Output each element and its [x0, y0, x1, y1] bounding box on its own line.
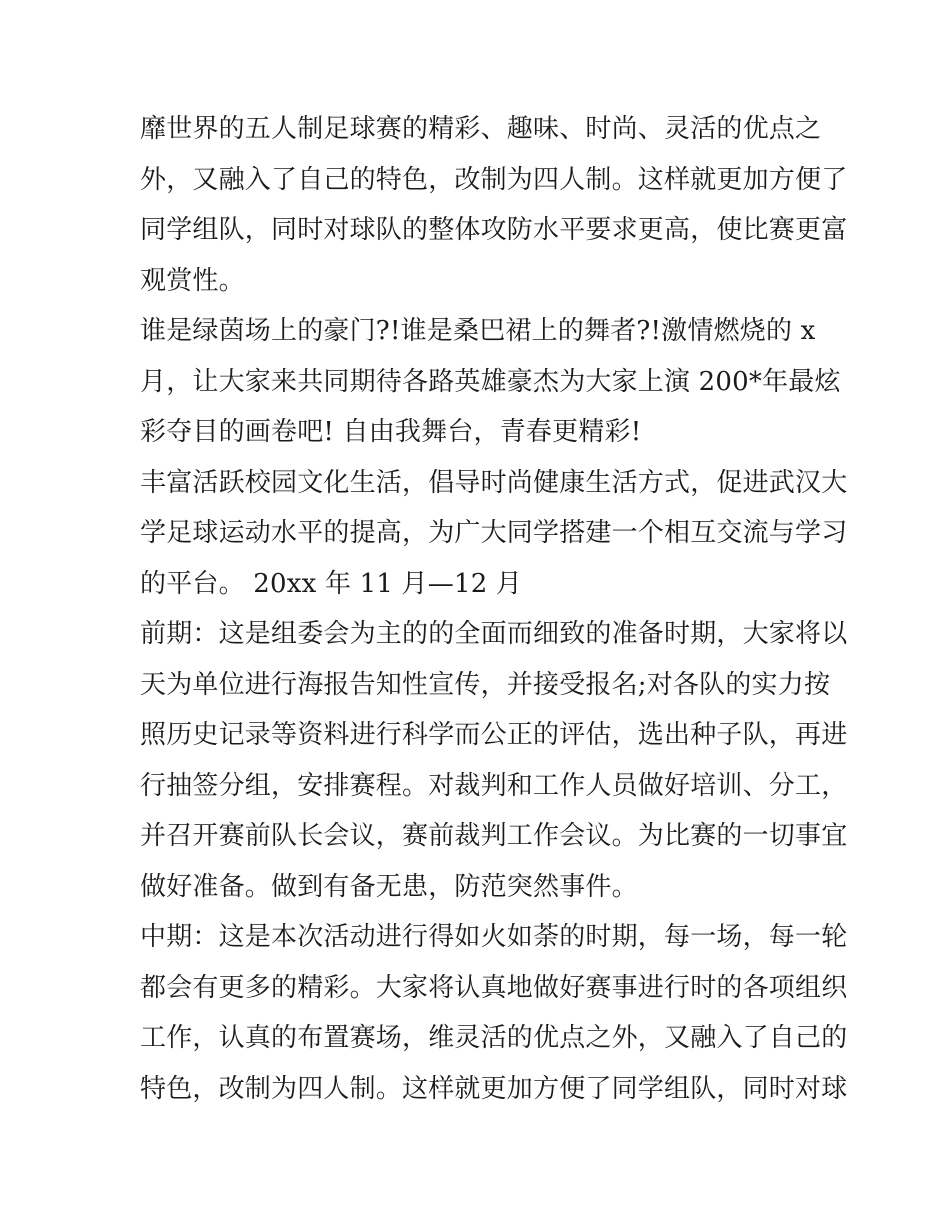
text-line: 的平台。 20xx 年 11 月—12 月 [140, 568, 523, 599]
text-line: 照历史记录等资料进行科学而公正的评估，选出种子队，再进 [140, 720, 848, 750]
text-line: 做好准备。做到有备无患，防范突然事件。 [140, 871, 638, 902]
text-line: 行抽签分组，安排赛程。对裁判和工作人员做好培训、分工， [140, 770, 848, 801]
text-line: 中期：这是本次活动进行得如火如荼的时期，每一场，每一轮 [140, 922, 848, 952]
text-line: 谁是绿茵场上的豪门?!谁是桑巴裙上的舞者?!激情燃烧的 x [140, 316, 816, 346]
text-line: 前期：这是组委会为主的的全面而细致的准备时期，大家将以 [140, 619, 848, 649]
text-line: 同学组队，同时对球队的整体攻防水平要求更高，使比赛更富 [140, 215, 848, 245]
text-line: 并召开赛前队长会议，赛前裁判工作会议。为比赛的一切事宜 [140, 821, 848, 851]
text-line: 丰富活跃校园文化生活，倡导时尚健康生活方式，促进武汉大 [140, 467, 848, 498]
text-line: 外，又融入了自己的特色，改制为四人制。这样就更加方便了 [140, 164, 848, 195]
text-line: 工作，认真的布置赛场，维灵活的优点之外，又融入了自己的 [140, 1023, 848, 1053]
text-line: 彩夺目的画卷吧! 自由我舞台，青春更精彩! [140, 417, 642, 447]
text-line: 月，让大家来共同期待各路英雄豪杰为大家上演 200*年最炫 [140, 366, 841, 397]
text-line: 都会有更多的精彩。大家将认真地做好赛事进行时的各项组织 [140, 972, 848, 1003]
text-line: 特色，改制为四人制。这样就更加方便了同学组队，同时对球 [140, 1073, 848, 1104]
text-line: 观赏性。 [140, 265, 245, 296]
document-body [140, 104, 848, 1114]
text-line: 学足球运动水平的提高，为广大同学搭建一个相互交流与学习 [140, 518, 848, 548]
text-line: 天为单位进行海报告知性宣传，并接受报名;对各队的实力按 [140, 669, 831, 700]
text-line: 靡世界的五人制足球赛的精彩、趣味、时尚、灵活的优点之 [140, 114, 822, 144]
